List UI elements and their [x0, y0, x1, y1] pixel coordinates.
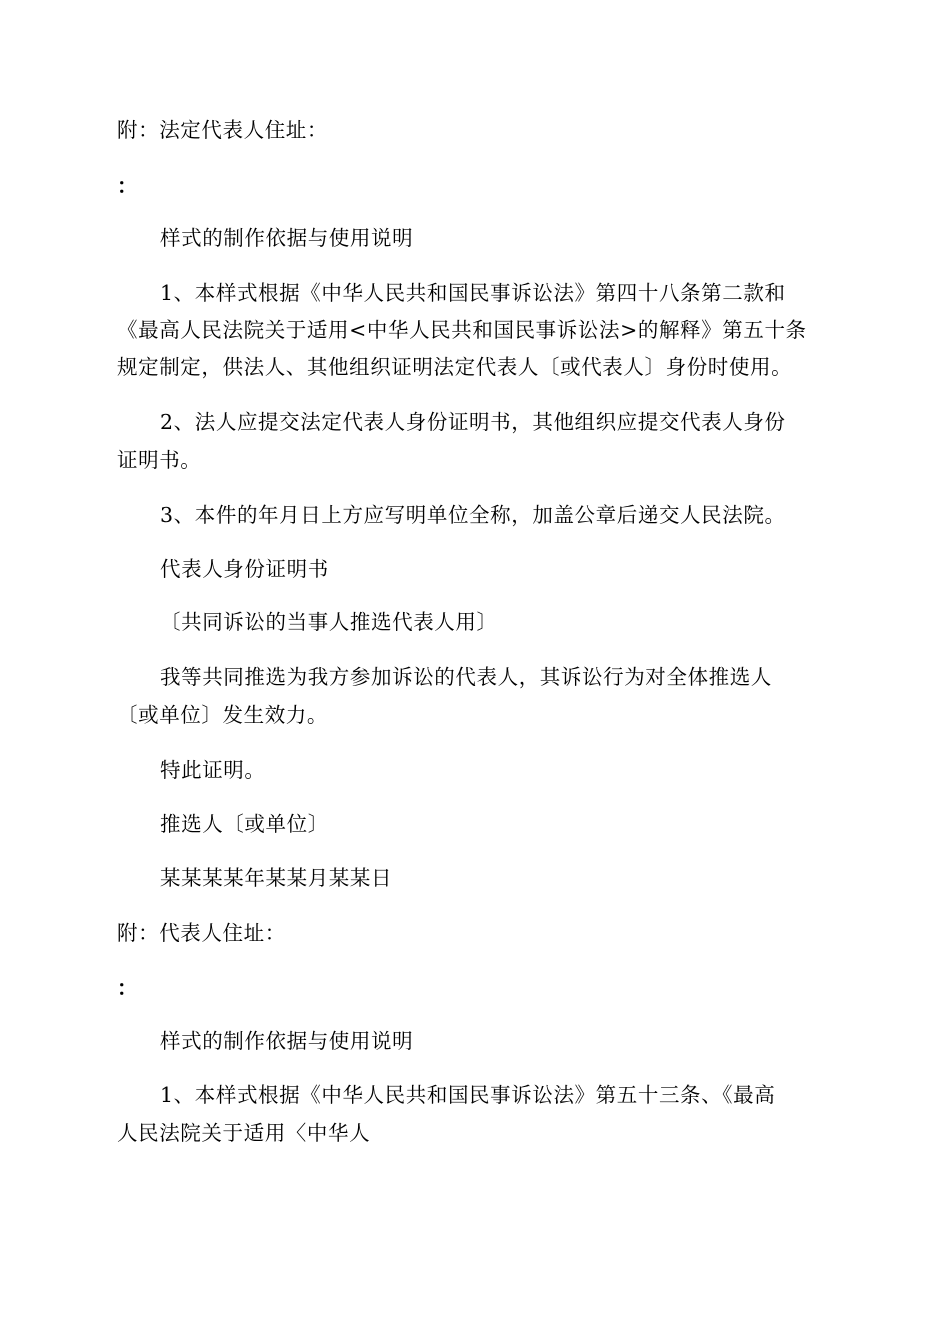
nominator-label: 推选人〔或单位〕 — [160, 812, 329, 836]
paragraph-line: 证明书。 — [117, 448, 202, 472]
paragraph-line: 《最高人民法院关于适用<中华人民共和国民事诉讼法>的解释》第五十条 — [117, 318, 807, 342]
paragraph-line: 1、本样式根据《中华人民共和国民事诉讼法》第五十三条、《最高 — [160, 1083, 776, 1107]
paragraph-line: 我等共同推选为我方参加诉讼的代表人，其诉讼行为对全体推选人 — [160, 665, 772, 689]
certification-statement: 特此证明。 — [160, 758, 266, 782]
date-line: 某某某某年某某月某某日 — [160, 866, 393, 890]
address-colon-line: ： — [117, 174, 139, 198]
paragraph-line: 3、本件的年月日上方应写明单位全称，加盖公章后递交人民法院。 — [160, 503, 786, 527]
paragraph-line: 1、本样式根据《中华人民共和国民事诉讼法》第四十八条第二款和 — [160, 281, 786, 305]
paragraph-line: 规定制定，供法人、其他组织证明法定代表人〔或代表人〕身份时使用。 — [117, 355, 793, 379]
certificate-subtitle: 〔共同诉讼的当事人推选代表人用〕 — [160, 610, 498, 634]
representative-address-label: 附：代表人住址： — [117, 921, 286, 945]
section-heading: 样式的制作依据与使用说明 — [160, 226, 414, 250]
paragraph-line: 人民法院关于适用〈中华人 — [117, 1121, 371, 1145]
certificate-title: 代表人身份证明书 — [160, 557, 329, 581]
paragraph-line: 2、法人应提交法定代表人身份证明书，其他组织应提交代表人身份 — [160, 410, 786, 434]
address-colon-line: ： — [117, 976, 139, 1000]
legal-rep-address-label: 附：法定代表人住址： — [117, 118, 328, 142]
paragraph-line: 〔或单位〕发生效力。 — [117, 703, 328, 727]
section-heading: 样式的制作依据与使用说明 — [160, 1029, 414, 1053]
